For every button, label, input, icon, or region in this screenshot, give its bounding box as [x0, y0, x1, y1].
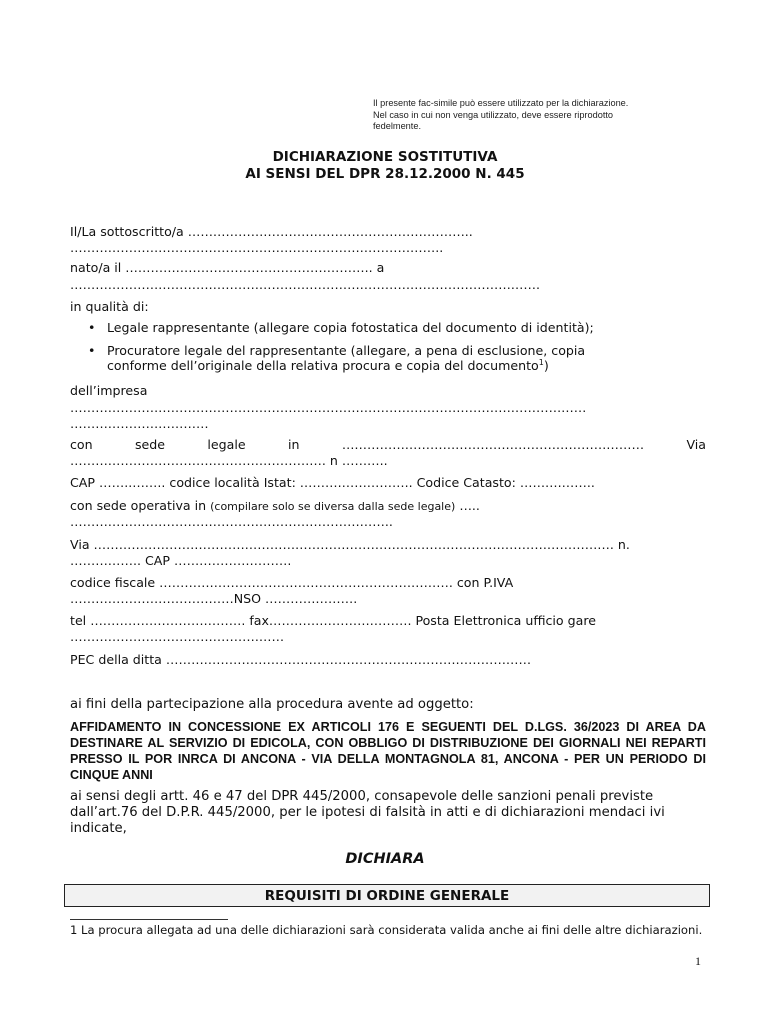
via-cap-field: …………….. CAP ………………………. [70, 553, 292, 568]
bullet-icon: • [88, 343, 96, 358]
bullet-icon: • [88, 320, 96, 335]
section-title: REQUISITI DI ORDINE GENERALE [264, 888, 510, 904]
page-number: 1 [695, 954, 701, 968]
operating-office-field-continued: ………………………………………………………………….. [70, 514, 393, 529]
company-field-continued: …………………………… [70, 416, 209, 431]
footnote-marker: 1 [538, 358, 544, 367]
note-line: fedelmente. [373, 121, 422, 131]
procedure-object: AFFIDAMENTO IN CONCESSIONE EX ARTICOLI 176 E SEGUENTI DEL D.LGS. 36/2023 DI AREA DA DESTINARE AL SERVIZIO DI EDICOLA, CON OBBLIGO DI DISTRIBUZIONE DEI GIORNALI NEI REPARTI PRESSO IL POR INRCA DI ANCONA - VIA DELLA MONTAGNOLA 81, ANCONA - PER UN PERIODO DI CINQUE ANNI [70, 720, 706, 782]
word: in [287, 437, 300, 452]
company-field: …………………………………………………………………………………………………………… [70, 400, 587, 415]
company-label: dell’impresa [70, 383, 148, 398]
document-title: DICHIARAZIONE SOSTITUTIVA [272, 149, 498, 165]
operating-office-field [70, 498, 480, 513]
operating-office-hint: (compilare solo se diversa dalla sede legale) [210, 500, 456, 513]
word: sede [134, 437, 166, 452]
document-subtitle: AI SENSI DEL DPR 28.12.2000 N. 445 [245, 166, 525, 182]
birth-field: nato/a il ………………………………………………….. a [70, 260, 385, 275]
footnote-divider [70, 919, 228, 920]
pec-field: PEC della ditta …………………………………………………………………………… [70, 652, 532, 667]
birth-place-field: …………………………………………………………………………………………………. [70, 277, 540, 292]
street-number-field: ……………………………………………………. n ……….. [70, 453, 388, 468]
closing-paren: ) [543, 358, 549, 374]
declares-heading: DICHIARA [345, 851, 425, 867]
signatory-field-continued: …………………………………………………………………………….. [70, 240, 444, 255]
email-field-continued: …………………………………………… [70, 629, 285, 644]
section-header-box [64, 884, 710, 907]
footnote: 1 La procura allegata ad una delle dichiarazioni sarà considerata valida anche ai fini delle altre dichiarazioni. [70, 923, 703, 937]
registered-office-line [70, 437, 706, 452]
word: legale [207, 437, 246, 452]
cap-istat-catasto-field: CAP ……..…….. codice località Istat: ……….…………….. Codice Catasto: ……….…….. [70, 475, 595, 490]
facsimile-note [373, 98, 673, 133]
tax-code-field: codice fiscale ……………………………………………………………. con P.IVA [70, 575, 514, 590]
capacity-label: in qualità di: [70, 299, 149, 314]
operating-office-dots: ….. [455, 498, 480, 513]
vat-nso-field: …………………………………NSO …………………. [70, 591, 358, 606]
word: con [70, 437, 93, 452]
city-field: ……………………………………………………………… [341, 437, 645, 452]
legal-declaration-text: ai sensi degli artt. 46 e 47 del DPR 445/2000, consapevole delle sanzioni penali previste dall’art.76 del D.P.R. 445/2000, per le ipotesi di falsità in atti e di dichiarazioni mendaci ivi indicate, [70, 789, 665, 836]
option-legal-representative: Legale rappresentante (allegare copia fotostatica del documento di identità); [107, 320, 594, 335]
note-line: Nel caso in cui non venga utilizzato, deve essere riprodotto [373, 109, 614, 120]
word: Via [686, 437, 706, 452]
purpose-text: ai fini della partecipazione alla procedura avente ad oggetto: [70, 697, 474, 712]
via-field: Via ……………………………………………………………………………………………………………. n. [70, 537, 630, 552]
signatory-field: Il/La sottoscritto/a ………………………………………………………….. [70, 224, 473, 239]
note-line: Il presente fac-simile può essere utilizzato per la dichiarazione. [373, 98, 629, 108]
proxy-text: conforme dell’originale della relativa procura e copia del documento [107, 358, 539, 374]
tel-fax-email-field: tel ………………………………. fax……………………………. Posta Elettronica ufficio gare [70, 613, 596, 628]
operating-office-label: con sede operativa in [70, 498, 211, 513]
option-legal-proxy-continued [107, 358, 549, 373]
option-legal-proxy: Procuratore legale del rappresentante (allegare, a pena di esclusione, copia [107, 343, 586, 358]
